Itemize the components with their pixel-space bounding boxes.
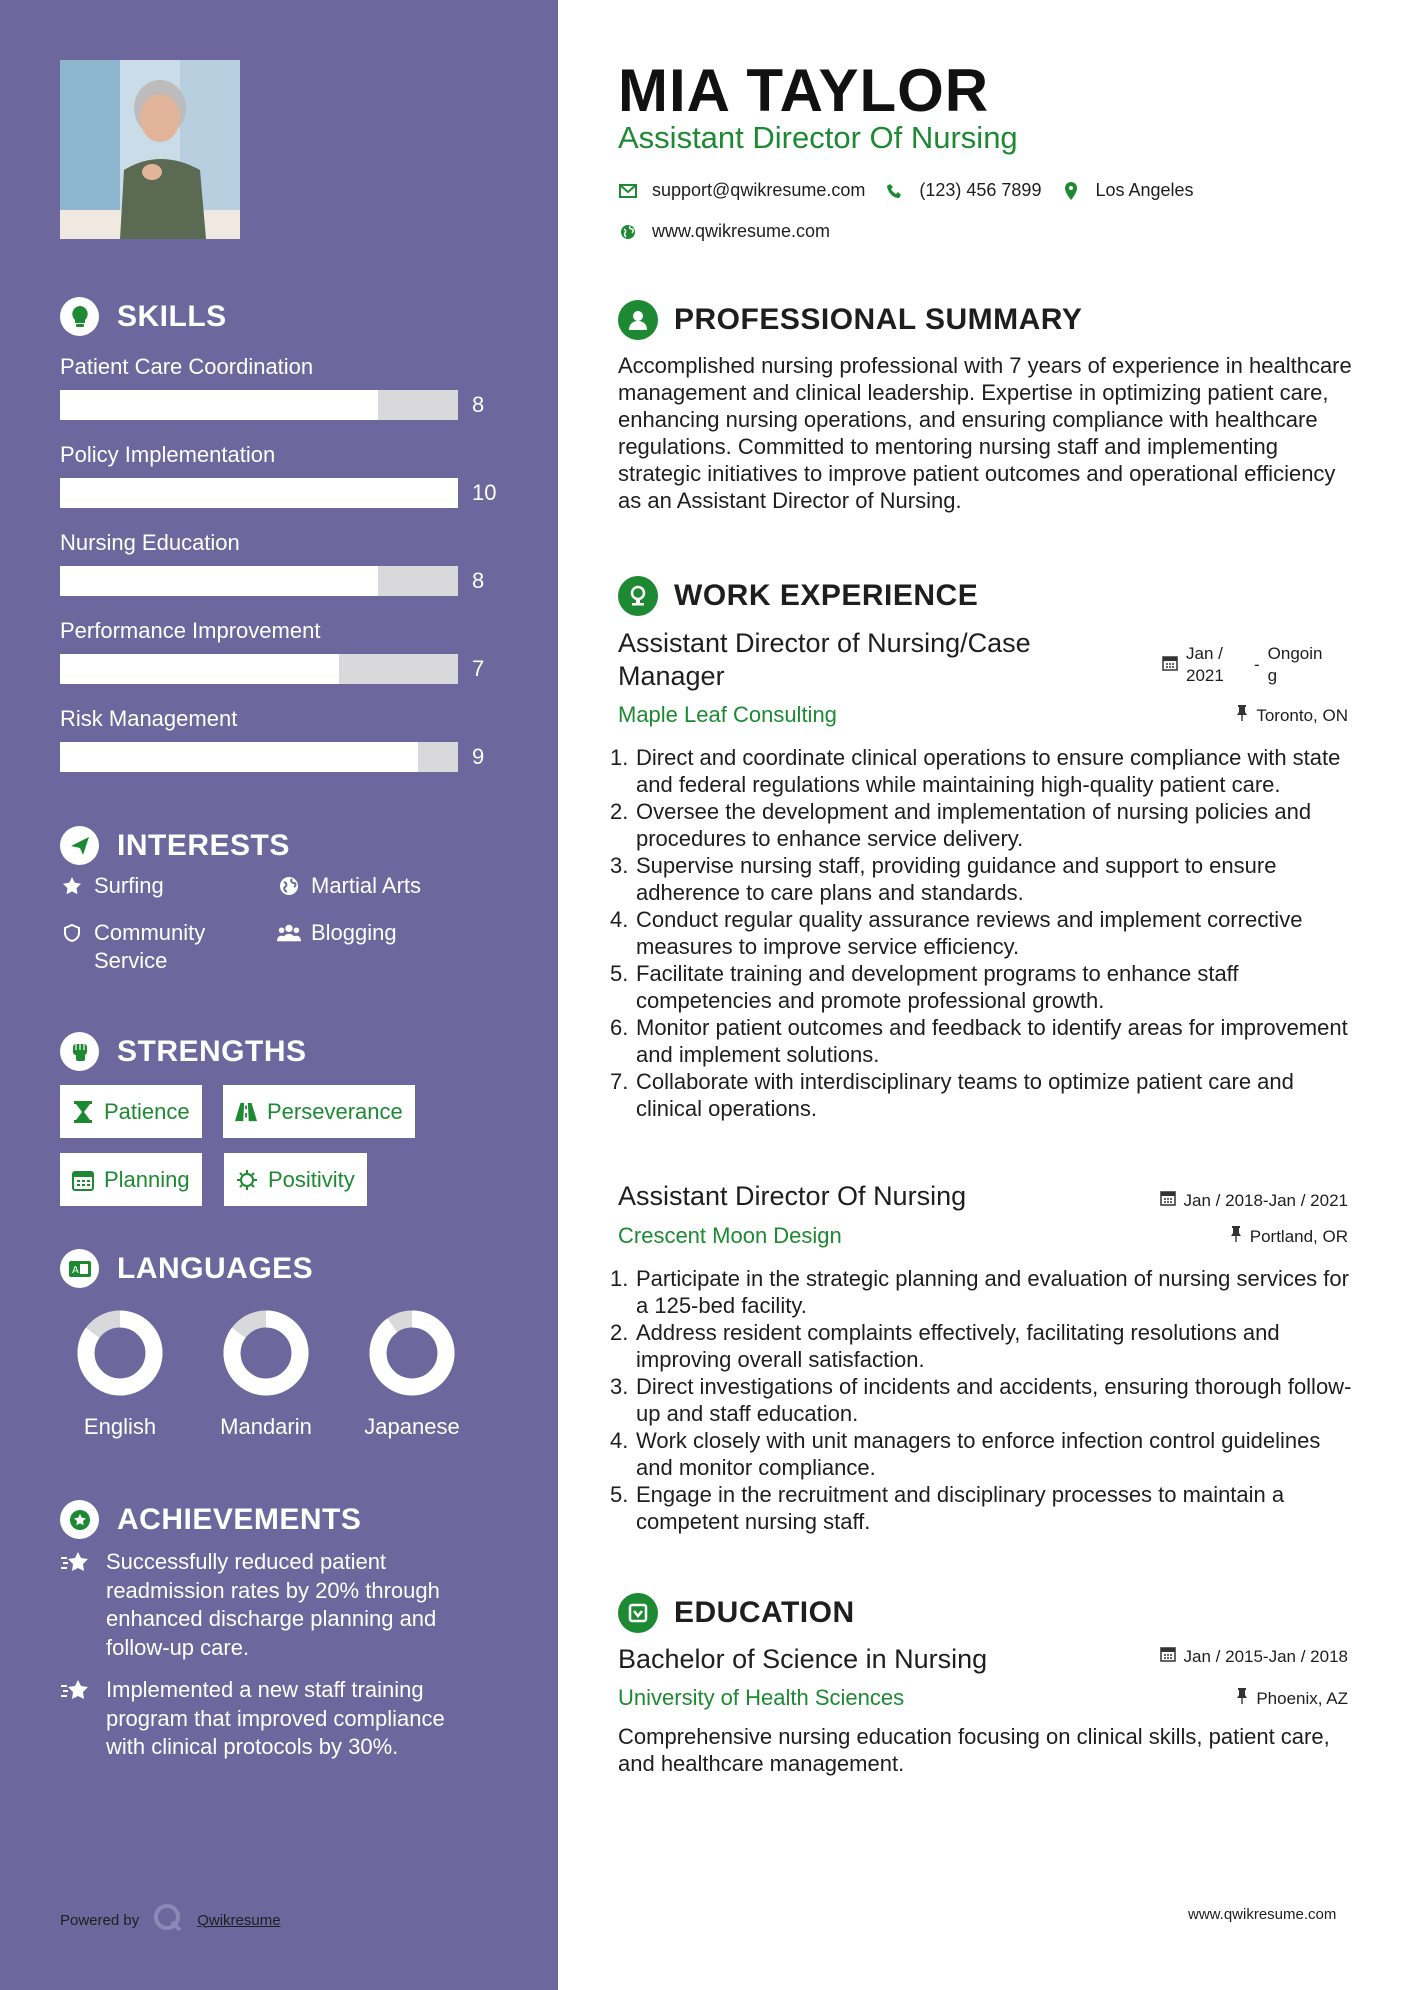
fist-icon: [60, 1032, 99, 1071]
skill-bar: [60, 742, 458, 772]
envelope-icon: [618, 181, 638, 201]
list-item: Monitor patient outcomes and feedback to identify areas for improvement and implement solutions.: [636, 1015, 1348, 1067]
skill-item: Nursing Education 8: [60, 526, 500, 614]
skill-bar-fill: [60, 390, 378, 420]
language-donut: [369, 1310, 455, 1396]
website[interactable]: www.qwikresume.com: [652, 221, 831, 241]
skill-bar: [60, 654, 458, 684]
sidebar: [0, 0, 558, 1990]
qwikresume-logo-icon: [153, 1903, 183, 1937]
interest-item: Surfing: [60, 872, 164, 900]
paper-plane-icon: [60, 826, 99, 865]
skill-bar: [60, 478, 458, 508]
qwikresume-link[interactable]: Qwikresume: [197, 1911, 281, 1929]
strength-chip: Patience: [60, 1085, 202, 1138]
sun-icon: [236, 1169, 258, 1191]
email[interactable]: support@qwikresume.com: [652, 180, 866, 200]
globe-icon: [618, 222, 638, 242]
powered-by: Powered by Qwikresume: [60, 1903, 281, 1937]
education-text: Comprehensive nursing education focusing on clinical skills, patient care, and healthcare management.: [618, 1724, 1330, 1776]
achievement-item: Implemented a new staff training program that improved compliance with clinical protocols by 30%.: [60, 1676, 480, 1762]
users-icon: [277, 919, 301, 947]
education-location: Phoenix, AZ: [1218, 1688, 1348, 1709]
list-item: Work closely with unit managers to enforce infection control guidelines and monitor compliance.: [636, 1428, 1321, 1480]
school: University of Health Sciences: [618, 1685, 905, 1710]
list-item: Facilitate training and development programs to enhance staff competencies and promote professional growth.: [636, 961, 1239, 1013]
job-location: Portland, OR: [1218, 1226, 1348, 1247]
candidate-title: Assistant Director Of Nursing: [618, 120, 1018, 155]
user-icon: [618, 300, 658, 340]
education-heading: EDUCATION: [618, 1593, 855, 1633]
interest-item: Community Service: [60, 919, 260, 975]
interest-item: Martial Arts: [277, 872, 421, 900]
location: Los Angeles: [1095, 180, 1194, 200]
list-item: Collaborate with interdisciplinary teams to optimize patient care and clinical operations.: [636, 1069, 1294, 1121]
job-date: Jan / 2018-Jan / 2021: [1138, 1190, 1348, 1211]
footer-website[interactable]: www.qwikresume.com: [1188, 1906, 1337, 1923]
star-burst-icon: [60, 1548, 94, 1662]
pushpin-icon: [1236, 705, 1248, 726]
job-company: Maple Leaf Consulting: [618, 702, 837, 727]
languages-heading: A LANGUAGES: [60, 1249, 313, 1288]
skill-bar: [60, 566, 458, 596]
list-item: Participate in the strategic planning and evaluation of nursing services for a 125-bed facility.: [636, 1266, 1349, 1318]
briefcase-icon: [618, 576, 658, 616]
website-row: [618, 221, 830, 242]
hourglass-icon: [72, 1101, 94, 1123]
skill-bar-fill: [60, 654, 339, 684]
candidate-name: MIA TAYLOR: [618, 57, 990, 124]
job-location: Toronto, ON: [1224, 705, 1348, 726]
job-title: Assistant Director Of Nursing: [618, 1181, 967, 1211]
graduation-icon: [618, 1593, 658, 1633]
calendar-icon: [1160, 1646, 1176, 1667]
interests-heading: INTERESTS: [60, 826, 290, 865]
skills-list: [60, 350, 500, 790]
lightbulb-icon: [60, 297, 99, 336]
skill-item: Risk Management 9: [60, 702, 500, 790]
phone-icon: [885, 181, 905, 201]
phone[interactable]: (123) 456 7899: [919, 180, 1042, 200]
skill-bar-fill: [60, 566, 378, 596]
language-item: Mandarin: [206, 1310, 326, 1440]
achievements-heading: ACHIEVEMENTS: [60, 1500, 361, 1539]
list-item: Oversee the development and implementation of nursing policies and procedures to enhance service delivery.: [636, 799, 1312, 851]
strengths-heading: STRENGTHS: [60, 1032, 307, 1071]
profile-photo: [60, 60, 240, 239]
job-title: Assistant Director of Nursing/Case Manager: [618, 628, 1031, 691]
skill-bar-fill: [60, 742, 418, 772]
road-icon: [235, 1101, 257, 1123]
language-donut: [223, 1310, 309, 1396]
skill-item: Performance Improvement 7: [60, 614, 500, 702]
contact-row: [618, 180, 1194, 201]
language-donut: [77, 1310, 163, 1396]
achievement-item: Successfully reduced patient readmission rates by 20% through enhanced discharge planning and follow-up care.: [60, 1548, 480, 1662]
skill-item: Patient Care Coordination 8: [60, 350, 500, 438]
skill-item: Policy Implementation 10: [60, 438, 500, 526]
shield-icon: [60, 919, 84, 947]
strength-chip: Positivity: [224, 1153, 367, 1206]
summary-heading: PROFESSIONAL SUMMARY: [618, 300, 1082, 340]
degree: Bachelor of Science in Nursing: [618, 1644, 988, 1674]
list-item: Direct and coordinate clinical operations to ensure compliance with state and federal regulations while maintaining high-quality patient care.: [636, 745, 1341, 797]
pushpin-icon: [1230, 1226, 1242, 1247]
list-item: Supervise nursing staff, providing guidance and support to ensure adherence to care plans and standards.: [636, 853, 1277, 905]
language-item: English: [60, 1310, 180, 1440]
list-item: Conduct regular quality assurance reviews and implement corrective measures to improve service efficiency.: [636, 907, 1303, 959]
summary-text: Accomplished nursing professional with 7 years of experience in healthcare management and clinical leadership. Expertise in optimizing patient care, enhancing nursing operations, and ensuring compliance with healthcare regulations. Committed to mentoring nursing staff and implementing strategic initiatives to improve patient outcomes and operational efficiency as an Assistant Director of Nursing.: [618, 353, 1352, 513]
strength-chip: Perseverance: [223, 1085, 415, 1138]
list-item: Engage in the recruitment and disciplinary processes to maintain a competent nursing staff.: [636, 1482, 1285, 1534]
strength-chip: Planning: [60, 1153, 202, 1206]
award-star-icon: [60, 1500, 99, 1539]
job-responsibilities: [618, 1265, 1358, 1535]
svg-text:A: A: [71, 1264, 79, 1276]
interest-item: Blogging: [277, 919, 397, 947]
translate-icon: [60, 1249, 99, 1288]
skills-heading: SKILLS: [60, 297, 227, 336]
language-item: Japanese: [352, 1310, 472, 1440]
skill-bar: [60, 390, 458, 420]
calendar-icon: [1162, 655, 1178, 676]
job-responsibilities: [618, 744, 1358, 1122]
globe-icon: [277, 872, 301, 900]
education-date: Jan / 2015-Jan / 2018: [1138, 1646, 1348, 1667]
skill-bar-fill: [60, 478, 458, 508]
job-company: Crescent Moon Design: [618, 1223, 842, 1248]
star-icon: [60, 872, 84, 900]
experience-heading: WORK EXPERIENCE: [618, 576, 978, 616]
list-item: Direct investigations of incidents and accidents, ensuring thorough follow-up and staff education.: [636, 1374, 1352, 1426]
calendar-icon: [72, 1169, 94, 1191]
list-item: Address resident complaints effectively, facilitating resolutions and improving overall satisfaction.: [636, 1320, 1280, 1372]
map-pin-icon: [1061, 181, 1081, 201]
calendar-icon: [1160, 1190, 1176, 1211]
job-date: Jan / 2021 - Ongoing: [1162, 643, 1332, 687]
star-burst-icon: [60, 1676, 94, 1762]
pushpin-icon: [1236, 1688, 1248, 1709]
